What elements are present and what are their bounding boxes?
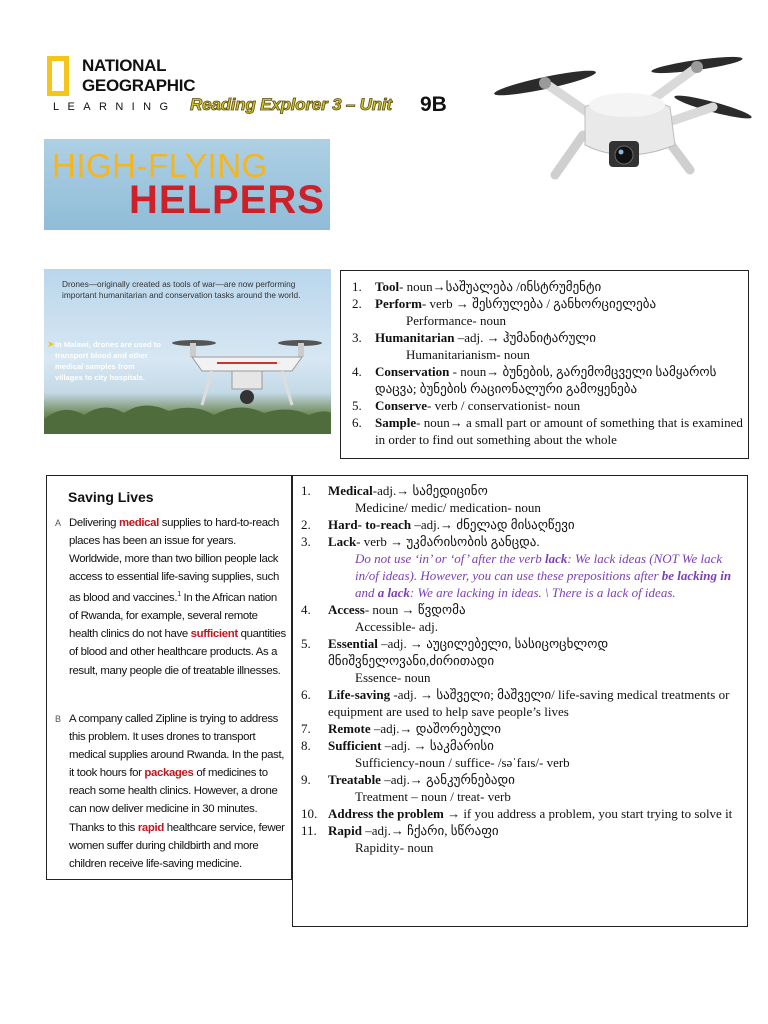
paragraph-letter-b: B xyxy=(55,714,62,724)
vocab-term: Humanitarian xyxy=(375,330,455,345)
vocab-definition xyxy=(375,295,656,312)
usage-note xyxy=(301,550,741,601)
vocab-number: 7. xyxy=(301,721,311,736)
vocab-number: 2. xyxy=(352,296,362,311)
vocab-subentry: Essence- noun xyxy=(355,670,431,685)
vocab-definition xyxy=(375,397,580,414)
vocab-number: 2. xyxy=(301,517,311,532)
vocab-definition xyxy=(328,737,494,754)
vocab-item xyxy=(352,414,744,448)
vocab-item xyxy=(301,601,741,635)
unit-title: Reading Explorer 3 – Unit xyxy=(190,95,392,114)
vocab-term: Access xyxy=(328,602,365,617)
vocab-subentry: Sufficiency-noun / suffice- /səˈfaɪs/- verb xyxy=(355,755,570,770)
vocab-number: 6. xyxy=(352,415,362,430)
nat-geo-logo-frame xyxy=(47,56,69,96)
vocab-row xyxy=(352,363,744,397)
vocab-definition xyxy=(328,822,499,839)
vocab-definition xyxy=(328,686,741,720)
vocab-text: - noun→საშუალება /ინსტრუმენტი xyxy=(399,279,602,294)
vocab-item xyxy=(301,635,741,686)
vocab-term: Hard- to-reach xyxy=(328,517,412,532)
vocab-term: Sufficient xyxy=(328,738,382,753)
vocab-number: 5. xyxy=(301,636,311,651)
vocab-row xyxy=(301,482,741,499)
logo-text-line2: GEOGRAPHIC xyxy=(82,76,196,95)
vocab-text: –adj. → ჰუმანიტარული xyxy=(454,330,596,345)
vocab-definition xyxy=(328,516,575,533)
callout-arrow-icon: ➤ xyxy=(47,339,55,349)
vocab-definition xyxy=(328,482,488,499)
passage-text: of medicines to reach some health clinics. However, a drone can now deliver medicine in 30 minutes. Thanks to this xyxy=(69,767,278,834)
vocab-item xyxy=(301,771,741,805)
vocabulary-list-2 xyxy=(293,476,747,856)
usage-note-segment: a lack xyxy=(377,585,410,600)
vocab-number: 9. xyxy=(301,772,311,787)
vocab-text: - noun → წვდომა xyxy=(364,602,466,617)
vocab-term: Life-saving xyxy=(328,687,391,702)
highlighted-word: medical xyxy=(118,517,159,529)
vocab-item xyxy=(352,363,744,397)
usage-note-segment: : We lack ideas (NOT We lack in/of ideas). However, you can use these prepositions after xyxy=(355,551,723,583)
vocab-number: 3. xyxy=(352,330,362,345)
vocab-item xyxy=(301,482,741,516)
vocab-subentry: Rapidity- noun xyxy=(355,840,434,855)
vocab-term: Treatable xyxy=(328,772,381,787)
passage-text: supplies to hard-to-reach places has been an issue for years. Worldwide, more than two billion people lack access to essential life-saving supplies, such as blood and vaccines. xyxy=(69,517,280,605)
vocab-item xyxy=(301,533,741,601)
vocab-text: - verb / conservationist- noun xyxy=(427,398,581,413)
vocab-text: - verb → შესრულება / განხორციელება xyxy=(421,296,657,311)
passage-text: healthcare service, fewer women suffer during childbirth and more children receive life-saving medicine. xyxy=(69,821,285,870)
vocab-definition xyxy=(375,414,744,448)
usage-note-segment: : We are lacking in ideas. \ There is a lack of ideas. xyxy=(409,585,676,600)
vocab-definition xyxy=(328,601,466,618)
photo-callout: In Malawi, drones are used to transport blood and other medical samples from villages to city hospitals. xyxy=(55,340,161,382)
vocab-subentry: Humanitarianism- noun xyxy=(406,347,530,362)
usage-note-segment: be lacking in xyxy=(661,568,732,583)
photo-caption: Drones—originally created as tools of war—are now performing important humanitarian and conservation tasks around the world. xyxy=(62,279,301,300)
vocab-row xyxy=(301,822,741,839)
paragraph-a xyxy=(69,514,288,680)
vocab-item xyxy=(352,278,744,295)
passage-text: 1 xyxy=(177,591,181,599)
vocab-row xyxy=(352,278,744,295)
vocab-text: –adj.→ ძნელად მისაღწევი xyxy=(411,517,575,532)
vocab-term: Rapid xyxy=(328,823,362,838)
vocab-definition xyxy=(375,329,596,346)
passage-text: Delivering xyxy=(69,517,119,529)
vocab-text: → if you address a problem, you start trying to solve it xyxy=(443,806,733,821)
vocab-term: Perform xyxy=(375,296,422,311)
vocab-item xyxy=(301,686,741,720)
vocab-number: 11. xyxy=(301,823,317,838)
title-banner xyxy=(44,139,330,230)
drone-photo xyxy=(485,45,760,195)
vocab-text: –adj. → აუცილებელი, სასიცოცხლოდ მნიშვნელოვანი,ძირითადი xyxy=(328,636,609,668)
vocab-number: 4. xyxy=(352,364,362,379)
vocab-term: Sample xyxy=(375,415,417,430)
vocab-text: –adj.→ განკურნებადი xyxy=(380,772,515,787)
vocab-term: Remote xyxy=(328,721,371,736)
logo-text-line1: NATIONAL xyxy=(82,56,167,75)
article-photo xyxy=(44,269,331,434)
vocab-item xyxy=(352,295,744,329)
vocab-item xyxy=(301,516,741,533)
paragraph-b xyxy=(69,710,288,873)
reading-passage-box xyxy=(46,475,292,880)
vocab-row xyxy=(352,295,744,312)
vocab-text: -adj.→ სამედიცინო xyxy=(372,483,488,498)
highlighted-word: sufficient xyxy=(190,628,238,641)
vocab-number: 4. xyxy=(301,602,311,617)
highlighted-word: packages xyxy=(144,767,194,780)
vocab-number: 1. xyxy=(352,279,362,294)
vocab-item xyxy=(301,720,741,737)
passage-title: Saving Lives xyxy=(68,489,154,505)
vocab-row xyxy=(301,805,741,822)
vocab-item xyxy=(352,397,744,414)
vocab-term: Conservation xyxy=(375,364,450,379)
vocab-text: –adj.→ დაშორებული xyxy=(370,721,501,736)
vocab-row xyxy=(301,720,741,737)
usage-note-segment: Do not use ‘in’ or ‘of’ after the verb xyxy=(355,551,546,566)
vocab-definition xyxy=(375,363,744,397)
vocab-definition xyxy=(375,278,601,295)
passage-text: A company called Zipline is trying to address this problem. It uses drones to transport medical supplies around Rwanda. In the past, it took hours for xyxy=(69,713,285,780)
vocab-row xyxy=(301,737,741,754)
vocab-term: Medical xyxy=(328,483,373,498)
vocab-subentry: Performance- noun xyxy=(406,313,506,328)
vocab-number: 5. xyxy=(352,398,362,413)
vocab-row xyxy=(352,397,744,414)
vocab-term: Conserve xyxy=(375,398,427,413)
passage-text: quantities of blood and other healthcare products. As a result, many people die of treatable illnesses. xyxy=(69,628,286,677)
vocab-number: 3. xyxy=(301,534,311,549)
vocab-definition xyxy=(328,533,540,550)
vocab-term: Address the problem xyxy=(328,806,444,821)
trees-background xyxy=(44,399,331,434)
vocab-text: - noun→ a small part or amount of something that is examined in order to find out something about the whole xyxy=(375,415,743,447)
vocab-term: Essential xyxy=(328,636,378,651)
highlighted-word: rapid xyxy=(137,821,164,834)
vocab-definition xyxy=(328,720,501,737)
vocab-number: 8. xyxy=(301,738,311,753)
vocabulary-box-1 xyxy=(340,270,749,459)
vocab-number: 10. xyxy=(301,806,318,821)
vocab-row xyxy=(301,533,741,550)
usage-note-segment: and xyxy=(355,585,378,600)
vocab-row xyxy=(301,771,741,788)
vocab-row xyxy=(352,414,744,448)
vocab-subentry: Medicine/ medic/ medication- noun xyxy=(355,500,541,515)
paragraph-letter-a: A xyxy=(55,518,62,528)
vocab-item xyxy=(301,737,741,771)
vocab-definition xyxy=(328,771,515,788)
passage-text: In the African nation of Rwanda, for example, several remote health clinics do not have xyxy=(69,592,277,641)
vocab-row xyxy=(301,516,741,533)
vocab-definition xyxy=(328,635,741,669)
vocab-number: 6. xyxy=(301,687,311,702)
usage-note-segment: lack xyxy=(545,551,568,566)
vocab-subentry: Treatment – noun / treat- verb xyxy=(355,789,511,804)
vocab-text: –adj.→ ჩქარი, სწრაფი xyxy=(361,823,499,838)
vocab-term: Tool xyxy=(375,279,400,294)
vocab-text: - verb → უკმარისობის განცდა. xyxy=(356,534,540,549)
vocab-item xyxy=(301,822,741,856)
vocab-text: –adj. → საკმარისი xyxy=(381,738,494,753)
banner-line1: HIGH-FLYING xyxy=(52,147,268,184)
vocab-definition xyxy=(328,805,732,822)
logo-learning-text: LEARNING xyxy=(53,101,177,113)
vocab-row xyxy=(301,601,741,618)
vocab-row xyxy=(352,329,744,346)
vocab-row xyxy=(301,635,741,669)
vocabulary-box-2 xyxy=(292,475,748,927)
vocab-text: - noun→ ბუნების, გარემომცველი სამყაროს დაცვა; ბუნების რაციონალური გამოყენება xyxy=(375,364,717,396)
vocab-item xyxy=(301,805,741,822)
vocabulary-list-1 xyxy=(341,271,748,448)
unit-number: 9B xyxy=(420,93,447,116)
vocab-subentry: Accessible- adj. xyxy=(355,619,439,634)
vocab-item xyxy=(352,329,744,363)
vocab-term: Lack xyxy=(328,534,357,549)
vocab-number: 1. xyxy=(301,483,311,498)
vocab-text: -adj. → საშველი; მაშველი/ life-saving medical treatments or equipment are used to help save people’s lives xyxy=(328,687,730,719)
vocab-row xyxy=(301,686,741,720)
banner-line2: HELPERS xyxy=(129,178,325,222)
